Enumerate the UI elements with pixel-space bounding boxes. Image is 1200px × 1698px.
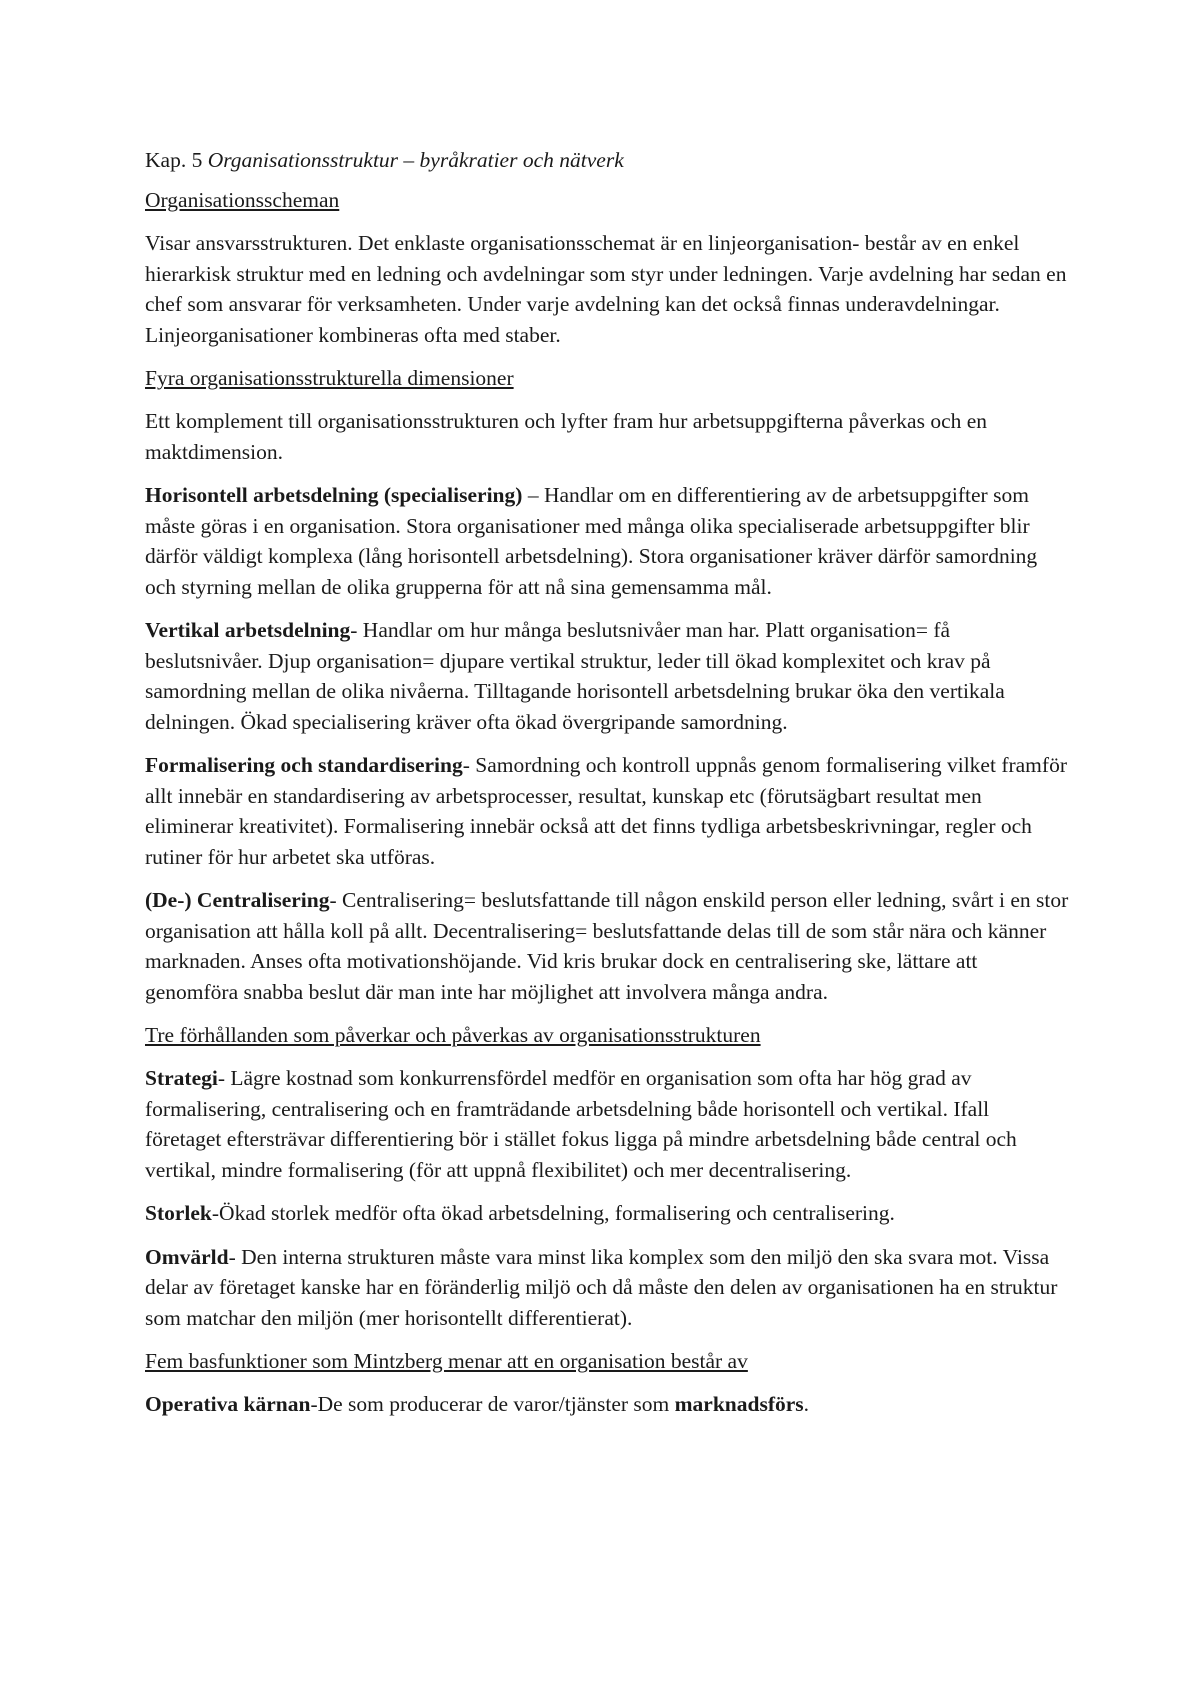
paragraph-storlek <box>145 1198 1070 1229</box>
paragraph-centralisering <box>145 885 1070 1007</box>
term-text: - Handlar om hur många beslutsnivåer man har. Platt organisation= få beslutsnivåer. Djup organisation= djupare vertikal struktur, leder till ökad komplexitet och krav på samordning mellan de olika nivåerna. Tilltagande horisontell arbetsdelning brukar öka den vertikala delningen. Ökad specialisering kräver ofta ökad övergripande samordning. <box>145 618 1005 734</box>
paragraph: Visar ansvarsstrukturen. Det enklaste organisationsschemat är en linjeorganisation- består av en enkel hierarkisk struktur med en ledning och avdelningar som styr under ledningen. Varje avdelning har sedan en chef som ansvarar för verksamheten. Under varje avdelning kan det också finnas underavdelningar. Linjeorganisationer kombineras ofta med staber. <box>145 231 1067 347</box>
paragraph-strategi <box>145 1063 1070 1185</box>
paragraph-operativa-karnan <box>145 1389 1070 1420</box>
term-text: -Ökad storlek medför ofta ökad arbetsdelning, formalisering och centralisering. <box>211 1201 895 1225</box>
term-bold: (De-) Centralisering <box>145 888 330 912</box>
paragraph-formalisering <box>145 750 1070 872</box>
term-end: . <box>803 1392 810 1416</box>
chapter-number: Kap. 5 <box>145 148 208 172</box>
chapter-title <box>145 145 1070 175</box>
paragraph-omvarld <box>145 1242 1070 1334</box>
section-heading-forhallanden: Tre förhållanden som påverkar och påverkas av organisationsstrukturen <box>145 1023 761 1047</box>
term-text: - Den interna strukturen måste vara minst lika komplex som den miljö den ska svara mot. Vissa delar av företaget kanske har en föränderlig miljö och då måste den delen av organisationen ha en struktur som matchar den miljön (mer horisontellt differentierat). <box>145 1244 1058 1330</box>
section-heading-dimensioner: Fyra organisationsstrukturella dimensioner <box>145 366 514 390</box>
paragraph-horisontell <box>145 480 1070 602</box>
term-bold-inline: marknadsförs <box>674 1392 804 1416</box>
term-text: - Lägre kostnad som konkurrensfördel medför en organisation som ofta har hög grad av formalisering, centralisering och en framträdande arbetsdelning både horisontell och vertikal. Ifall företaget eftersträvar differentiering bör i stället fokus ligga på mindre arbetsdelning både central och vertikal, mindre formalisering (för att uppnå flexibilitet) och mer decentralisering. <box>145 1066 1017 1182</box>
term-bold: Horisontell arbetsdelning (specialisering) <box>145 483 523 507</box>
term-text: -De som producerar de varor/tjänster som <box>310 1392 675 1416</box>
term-text: – Handlar om en differentiering av de arbetsuppgifter som måste göras i en organisation. Stora organisationer med många olika specialiserade arbetsuppgifter blir därför väldigt komplexa (lång horisontell arbetsdelning). Stora organisationer kräver därför samordning och styrning mellan de olika grupperna för att nå sina gemensamma mål. <box>145 483 1038 599</box>
term-bold: Storlek <box>145 1201 212 1225</box>
term-text: - Centralisering= beslutsfattande till någon enskild person eller ledning, svårt i en stor organisation att hålla koll på allt. Decentralisering= beslutsfattande delas till de som står nära och känner marknaden. Anses ofta motivationshöjande. Vid kris brukar dock en centralisering ske, lättare att genomföra snabba beslut där man inte har möjlighet att involvera många andra. <box>145 888 1069 1004</box>
chapter-title-italic: Organisationsstruktur – byråkratier och nätverk <box>207 148 624 172</box>
term-bold: Formalisering och standardisering <box>145 753 463 777</box>
term-bold: Strategi <box>145 1066 218 1090</box>
term-bold: Operativa kärnan <box>145 1392 311 1416</box>
section-heading-organisationsscheman: Organisationsscheman <box>145 188 340 212</box>
term-bold: Vertikal arbetsdelning <box>145 618 351 642</box>
section-heading-basfunktioner: Fem basfunktioner som Mintzberg menar att en organisation består av <box>145 1349 748 1373</box>
term-bold: Omvärld <box>145 1244 229 1269</box>
paragraph: Ett komplement till organisationsstrukturen och lyfter fram hur arbetsuppgifterna påverkas och en maktdimension. <box>145 409 988 464</box>
paragraph-vertikal <box>145 615 1070 737</box>
term-text: - Samordning och kontroll uppnås genom formalisering vilket framför allt innebär en standardisering av arbetsprocesser, resultat, kunskap etc (förutsägbart resultat men eliminerar kreativitet). Formalisering innebär också att det finns tydliga arbetsbeskrivningar, regler och rutiner för hur arbetet ska utföras. <box>145 753 1067 869</box>
